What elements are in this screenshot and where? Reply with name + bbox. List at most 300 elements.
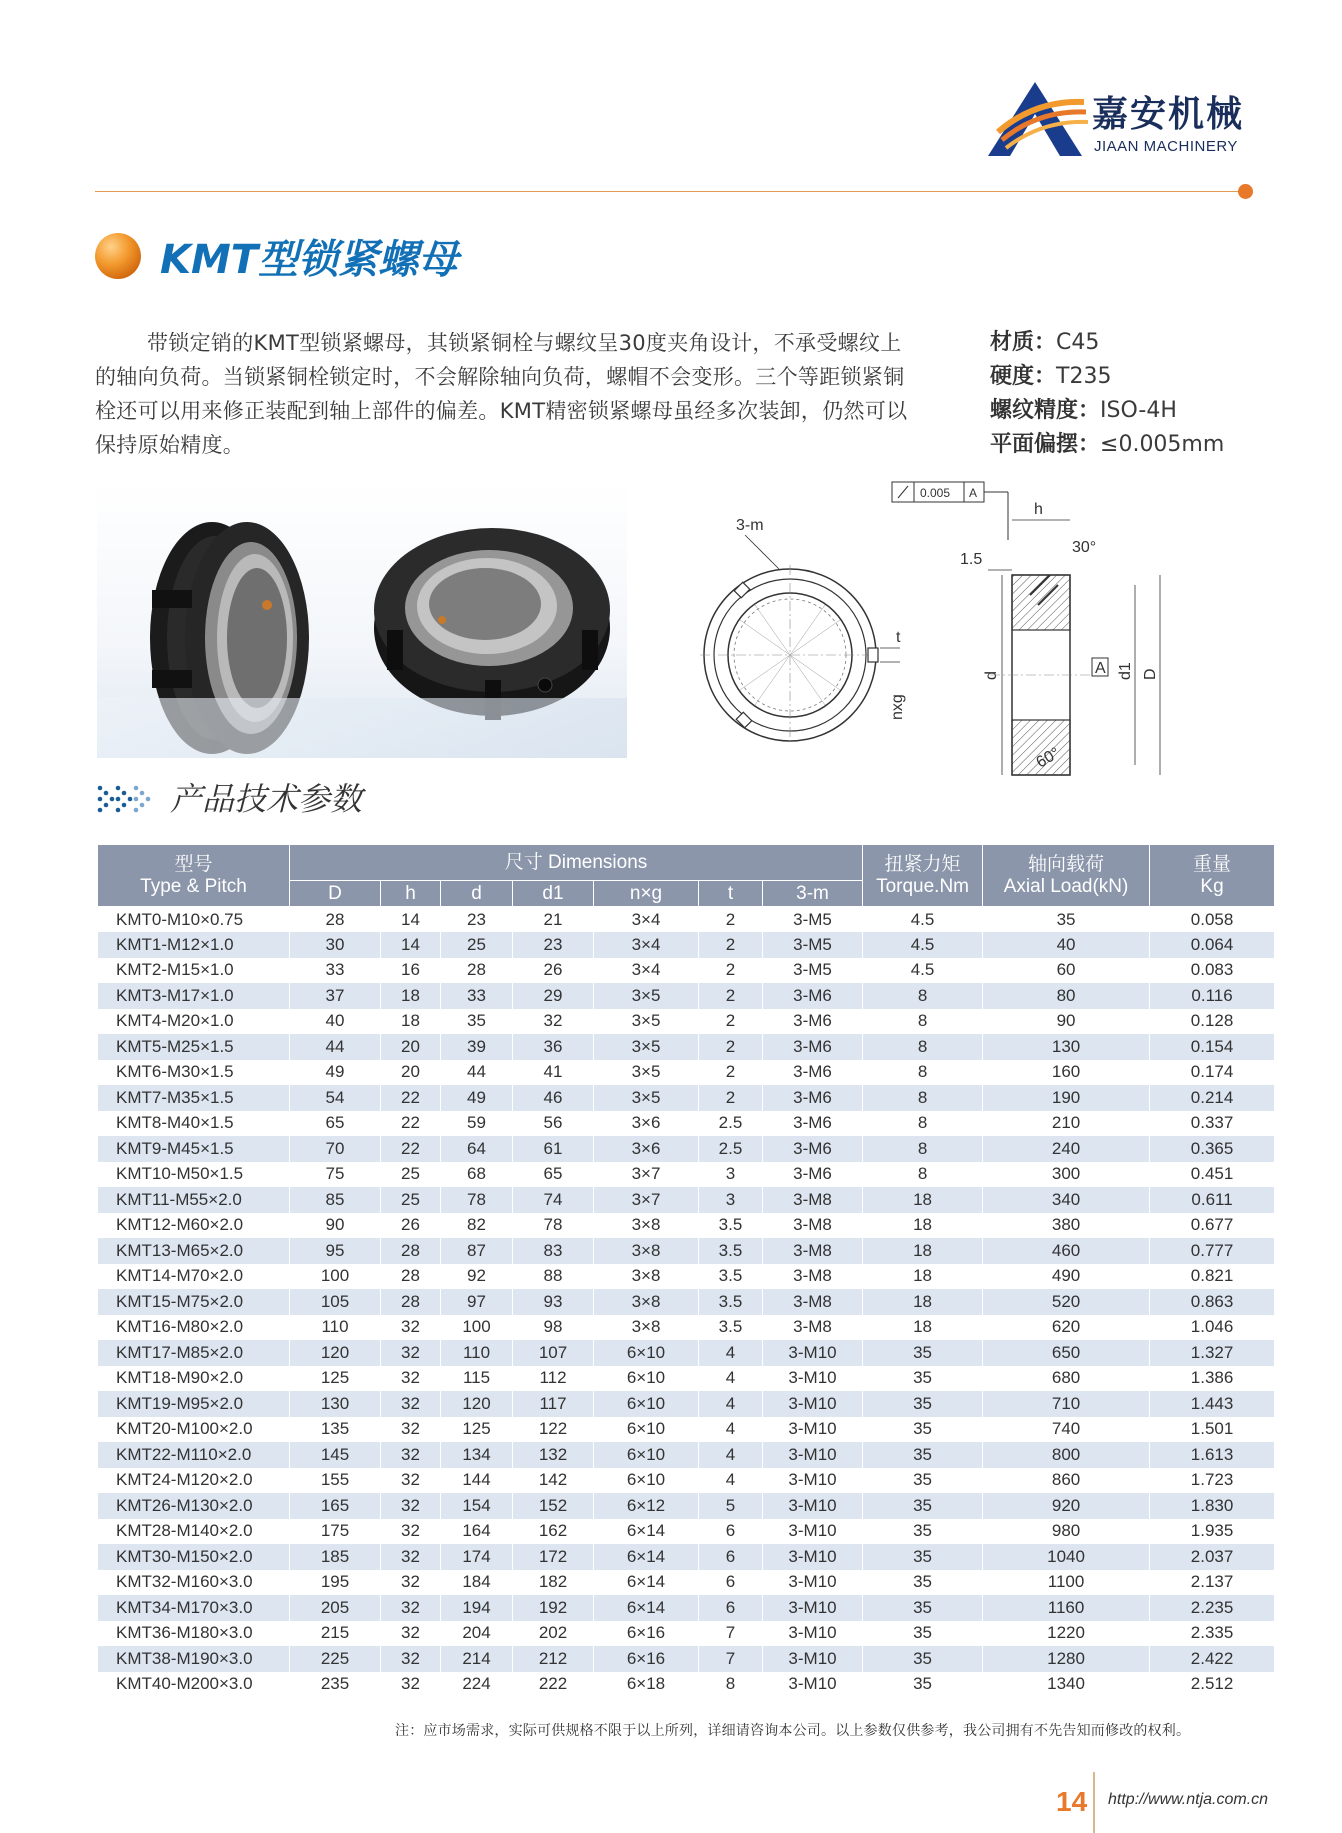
table-row: [98, 1060, 1275, 1086]
table-cell: 49: [290, 1060, 381, 1086]
table-cell: 184: [441, 1570, 513, 1596]
spec-material: [990, 326, 1260, 360]
table-cell: 3×8: [594, 1264, 699, 1290]
table-cell: 3-M8: [763, 1213, 863, 1239]
table-row: [98, 932, 1275, 958]
table-cell: 0.611: [1150, 1187, 1275, 1213]
table-cell: 6×14: [594, 1544, 699, 1570]
type-cell: KMT14-M70×2.0: [98, 1264, 290, 1290]
table-cell: 28: [381, 1238, 441, 1264]
product-description: 带锁定销的KMT型锁紧螺母，其锁紧铜栓与螺纹呈30度夹角设计，不承受螺纹上的轴向负荷。当锁紧铜栓锁定时，不会解除轴向负荷，螺帽不会变形。三个等距锁紧铜栓还可以用来修正装配到轴上部件的偏差。KMT精密锁紧螺母虽经多次装卸，仍然可以保持原始精度。: [95, 331, 908, 457]
table-cell: 155: [290, 1468, 381, 1494]
table-cell: 0.058: [1150, 907, 1275, 933]
type-cell: KMT4-M20×1.0: [98, 1009, 290, 1035]
table-cell: 192: [513, 1595, 594, 1621]
table-cell: 1040: [983, 1544, 1150, 1570]
table-cell: 18: [381, 1009, 441, 1035]
table-cell: 59: [441, 1111, 513, 1137]
table-cell: 0.777: [1150, 1238, 1275, 1264]
table-cell: 100: [441, 1315, 513, 1341]
table-cell: 18: [863, 1264, 983, 1290]
photo-backdrop: [97, 698, 627, 758]
table-row: [98, 1213, 1275, 1239]
table-cell: 8: [863, 1111, 983, 1137]
table-cell: 3: [699, 1162, 763, 1188]
brand-name-en: JIAAN MACHINERY: [1094, 138, 1238, 155]
table-cell: 78: [441, 1187, 513, 1213]
table-cell: 39: [441, 1034, 513, 1060]
table-cell: 32: [381, 1442, 441, 1468]
table-cell: 3-M10: [763, 1493, 863, 1519]
table-cell: 32: [381, 1646, 441, 1672]
table-cell: 6×18: [594, 1672, 699, 1698]
table-cell: 2: [699, 983, 763, 1009]
header-torque: [863, 845, 983, 907]
table-cell: 205: [290, 1595, 381, 1621]
type-cell: KMT8-M40×1.5: [98, 1111, 290, 1137]
table-cell: 1.443: [1150, 1391, 1275, 1417]
table-cell: 0.677: [1150, 1213, 1275, 1239]
table-cell: 29: [513, 983, 594, 1009]
table-cell: 3×5: [594, 1085, 699, 1111]
table-cell: 90: [290, 1213, 381, 1239]
table-cell: 6×10: [594, 1340, 699, 1366]
table-cell: 3-M8: [763, 1187, 863, 1213]
table-cell: 3-M5: [763, 932, 863, 958]
table-cell: 35: [441, 1009, 513, 1035]
table-cell: 3×7: [594, 1187, 699, 1213]
table-cell: 25: [381, 1187, 441, 1213]
front-view-drawing: [700, 510, 920, 770]
table-cell: 93: [513, 1289, 594, 1315]
table-cell: 32: [381, 1340, 441, 1366]
table-cell: 3-M8: [763, 1289, 863, 1315]
type-cell: KMT1-M12×1.0: [98, 932, 290, 958]
table-cell: 6: [699, 1595, 763, 1621]
table-cell: 105: [290, 1289, 381, 1315]
table-cell: 204: [441, 1621, 513, 1647]
table-cell: 135: [290, 1417, 381, 1443]
table-cell: 41: [513, 1060, 594, 1086]
table-cell: 3-M10: [763, 1391, 863, 1417]
table-cell: 35: [863, 1391, 983, 1417]
table-cell: 35: [863, 1544, 983, 1570]
table-cell: 3-M10: [763, 1519, 863, 1545]
table-row: [98, 983, 1275, 1009]
table-row: [98, 958, 1275, 984]
table-row: [98, 1085, 1275, 1111]
table-cell: 120: [290, 1340, 381, 1366]
type-cell: KMT36-M180×3.0: [98, 1621, 290, 1647]
table-cell: 0.214: [1150, 1085, 1275, 1111]
spec-key: 螺纹精度：: [990, 398, 1101, 423]
table-cell: 2.512: [1150, 1672, 1275, 1698]
table-cell: 3-M8: [763, 1264, 863, 1290]
table-cell: 174: [441, 1544, 513, 1570]
section-title: 产品技术参数: [170, 780, 363, 818]
table-cell: 35: [863, 1417, 983, 1443]
table-cell: 6×16: [594, 1621, 699, 1647]
table-cell: 8: [863, 1060, 983, 1086]
table-cell: 8: [863, 1009, 983, 1035]
type-cell: KMT22-M110×2.0: [98, 1442, 290, 1468]
table-cell: 32: [381, 1468, 441, 1494]
table-cell: 6×10: [594, 1442, 699, 1468]
table-cell: 7: [699, 1621, 763, 1647]
table-cell: 6: [699, 1544, 763, 1570]
spec-hardness: [990, 360, 1260, 394]
type-cell: KMT11-M55×2.0: [98, 1187, 290, 1213]
table-cell: 8: [699, 1672, 763, 1698]
table-cell: 6: [699, 1570, 763, 1596]
table-cell: 28: [381, 1264, 441, 1290]
table-cell: 3.5: [699, 1213, 763, 1239]
table-cell: 4.5: [863, 958, 983, 984]
table-cell: 70: [290, 1136, 381, 1162]
table-cell: 112: [513, 1366, 594, 1392]
table-cell: 130: [983, 1034, 1150, 1060]
subheader-h: h: [381, 881, 441, 907]
table-row: [98, 1238, 1275, 1264]
table-cell: 0.154: [1150, 1034, 1275, 1060]
table-cell: 3-M10: [763, 1570, 863, 1596]
table-cell: 0.821: [1150, 1264, 1275, 1290]
table-cell: 235: [290, 1672, 381, 1698]
table-cell: 0.174: [1150, 1060, 1275, 1086]
table-cell: 3×8: [594, 1315, 699, 1341]
section-view-drawing: [890, 470, 1200, 780]
table-cell: 32: [381, 1570, 441, 1596]
table-cell: 65: [290, 1111, 381, 1137]
table-cell: 6×10: [594, 1417, 699, 1443]
table-cell: 28: [290, 907, 381, 933]
table-cell: 98: [513, 1315, 594, 1341]
table-cell: 33: [441, 983, 513, 1009]
table-cell: 3×5: [594, 1060, 699, 1086]
table-cell: 18: [863, 1213, 983, 1239]
table-cell: 3.5: [699, 1315, 763, 1341]
table-cell: 1160: [983, 1595, 1150, 1621]
header-torque-cn: 扭紧力矩: [884, 853, 961, 875]
table-cell: 25: [441, 932, 513, 958]
table-cell: 1.723: [1150, 1468, 1275, 1494]
header-type-en: Type & Pitch: [140, 875, 247, 897]
label-30-deg: 30°: [1072, 539, 1097, 556]
table-cell: 1220: [983, 1621, 1150, 1647]
table-cell: 6×12: [594, 1493, 699, 1519]
table-row: [98, 1646, 1275, 1672]
table-cell: 21: [513, 907, 594, 933]
header-dot: [1238, 184, 1253, 199]
type-cell: KMT3-M17×1.0: [98, 983, 290, 1009]
table-cell: 224: [441, 1672, 513, 1698]
table-row: [98, 1519, 1275, 1545]
table-cell: 22: [381, 1111, 441, 1137]
table-cell: 160: [983, 1060, 1150, 1086]
table-cell: 1100: [983, 1570, 1150, 1596]
table-cell: 680: [983, 1366, 1150, 1392]
header-weight-en: Kg: [1200, 875, 1224, 897]
table-cell: 32: [513, 1009, 594, 1035]
table-row: [98, 1442, 1275, 1468]
table-cell: 2: [699, 932, 763, 958]
type-cell: KMT20-M100×2.0: [98, 1417, 290, 1443]
table-cell: 8: [863, 1034, 983, 1060]
table-cell: 30: [290, 932, 381, 958]
table-cell: 3×6: [594, 1111, 699, 1137]
spec-value: ISO-4H: [1100, 398, 1177, 423]
table-cell: 110: [441, 1340, 513, 1366]
table-cell: 154: [441, 1493, 513, 1519]
type-cell: KMT38-M190×3.0: [98, 1646, 290, 1672]
table-cell: 2.037: [1150, 1544, 1275, 1570]
table-cell: 165: [290, 1493, 381, 1519]
table-cell: 8: [863, 983, 983, 1009]
table-cell: 142: [513, 1468, 594, 1494]
table-cell: 28: [441, 958, 513, 984]
table-cell: 240: [983, 1136, 1150, 1162]
table-cell: 172: [513, 1544, 594, 1570]
table-cell: 0.083: [1150, 958, 1275, 984]
table-cell: 182: [513, 1570, 594, 1596]
table-cell: 100: [290, 1264, 381, 1290]
table-cell: 37: [290, 983, 381, 1009]
table-cell: 3-M10: [763, 1646, 863, 1672]
table-row: [98, 1672, 1275, 1698]
table-cell: 132: [513, 1442, 594, 1468]
type-cell: KMT6-M30×1.5: [98, 1060, 290, 1086]
product-photo: [97, 480, 627, 758]
table-row: [98, 1136, 1275, 1162]
subheader-nxg: n×g: [594, 881, 699, 907]
table-cell: 20: [381, 1060, 441, 1086]
table-row: [98, 1289, 1275, 1315]
header-type-cn: 型号: [174, 853, 213, 875]
table-cell: 650: [983, 1340, 1150, 1366]
type-cell: KMT34-M170×3.0: [98, 1595, 290, 1621]
table-cell: 710: [983, 1391, 1150, 1417]
table-cell: 125: [441, 1417, 513, 1443]
table-cell: 2.422: [1150, 1646, 1275, 1672]
table-cell: 1.935: [1150, 1519, 1275, 1545]
type-cell: KMT18-M90×2.0: [98, 1366, 290, 1392]
table-cell: 26: [513, 958, 594, 984]
table-cell: 2.335: [1150, 1621, 1275, 1647]
table-cell: 740: [983, 1417, 1150, 1443]
table-cell: 3.5: [699, 1238, 763, 1264]
spec-list: [990, 326, 1260, 462]
type-cell: KMT28-M140×2.0: [98, 1519, 290, 1545]
table-cell: 3×7: [594, 1162, 699, 1188]
table-row: [98, 1187, 1275, 1213]
table-cell: 35: [983, 907, 1150, 933]
table-row: [98, 1009, 1275, 1035]
table-cell: 0.128: [1150, 1009, 1275, 1035]
label-d1: d1: [1117, 662, 1134, 680]
subheader-3m: 3-m: [763, 881, 863, 907]
table-cell: 3×5: [594, 1009, 699, 1035]
table-cell: 3-M6: [763, 983, 863, 1009]
table-cell: 3.5: [699, 1289, 763, 1315]
website-link[interactable]: http://www.ntja.com.cn: [1108, 1791, 1269, 1808]
label-D: D: [1142, 668, 1159, 680]
table-cell: 175: [290, 1519, 381, 1545]
spec-thread-accuracy: [990, 394, 1260, 428]
table-cell: 520: [983, 1289, 1150, 1315]
table-cell: 32: [381, 1391, 441, 1417]
table-cell: 8: [863, 1162, 983, 1188]
type-cell: KMT16-M80×2.0: [98, 1315, 290, 1341]
table-cell: 1280: [983, 1646, 1150, 1672]
table-cell: 4: [699, 1468, 763, 1494]
table-cell: 0.365: [1150, 1136, 1275, 1162]
table-cell: 23: [513, 932, 594, 958]
table-cell: 490: [983, 1264, 1150, 1290]
type-cell: KMT24-M120×2.0: [98, 1468, 290, 1494]
type-cell: KMT17-M85×2.0: [98, 1340, 290, 1366]
table-cell: 83: [513, 1238, 594, 1264]
table-cell: 35: [863, 1340, 983, 1366]
table-cell: 80: [983, 983, 1150, 1009]
table-cell: 90: [983, 1009, 1150, 1035]
type-cell: KMT15-M75×2.0: [98, 1289, 290, 1315]
table-cell: 3×8: [594, 1238, 699, 1264]
type-cell: KMT26-M130×2.0: [98, 1493, 290, 1519]
table-cell: 185: [290, 1544, 381, 1570]
table-cell: 4.5: [863, 907, 983, 933]
table-cell: 32: [381, 1493, 441, 1519]
table-row: [98, 907, 1275, 933]
type-cell: KMT0-M10×0.75: [98, 907, 290, 933]
table-cell: 26: [381, 1213, 441, 1239]
table-row: [98, 1417, 1275, 1443]
table-cell: 3-M10: [763, 1442, 863, 1468]
table-cell: 3×4: [594, 932, 699, 958]
table-cell: 2.235: [1150, 1595, 1275, 1621]
spec-key: 平面偏摆：: [990, 432, 1101, 457]
table-cell: 3-M5: [763, 958, 863, 984]
tol-datum: A: [969, 486, 978, 500]
table-cell: 3-M5: [763, 907, 863, 933]
table-cell: 35: [863, 1493, 983, 1519]
table-cell: 4: [699, 1340, 763, 1366]
table-cell: 87: [441, 1238, 513, 1264]
table-cell: 92: [441, 1264, 513, 1290]
label-3m: 3-m: [736, 517, 764, 534]
label-60-deg: 60°: [1033, 744, 1063, 772]
table-cell: 25: [381, 1162, 441, 1188]
label-h: h: [1034, 501, 1043, 518]
header-weight: [1150, 845, 1275, 907]
table-cell: 225: [290, 1646, 381, 1672]
header-divider: [95, 191, 1245, 192]
table-cell: 49: [441, 1085, 513, 1111]
table-cell: 32: [381, 1672, 441, 1698]
table-cell: 18: [863, 1289, 983, 1315]
table-cell: 1340: [983, 1672, 1150, 1698]
table-cell: 1.046: [1150, 1315, 1275, 1341]
table-cell: 35: [863, 1468, 983, 1494]
table-cell: 3-M10: [763, 1340, 863, 1366]
table-cell: 3: [699, 1187, 763, 1213]
table-cell: 0.064: [1150, 932, 1275, 958]
table-cell: 32: [381, 1315, 441, 1341]
label-datum-A: A: [1095, 660, 1106, 677]
table-cell: 2.5: [699, 1136, 763, 1162]
table-cell: 3-M6: [763, 1009, 863, 1035]
footnote: 注：应市场需求，实际可供规格不限于以上所列，详细请咨询本公司。以上参数仅供参考，我公司拥有不先告知而修改的权利。: [395, 1723, 1191, 1739]
type-cell: KMT2-M15×1.0: [98, 958, 290, 984]
table-cell: 40: [983, 932, 1150, 958]
table-cell: 3-M6: [763, 1034, 863, 1060]
table-cell: 920: [983, 1493, 1150, 1519]
table-cell: 0.337: [1150, 1111, 1275, 1137]
table-cell: 190: [983, 1085, 1150, 1111]
table-cell: 3×5: [594, 1034, 699, 1060]
table-cell: 340: [983, 1187, 1150, 1213]
table-cell: 3×4: [594, 907, 699, 933]
table-cell: 134: [441, 1442, 513, 1468]
table-cell: 2.5: [699, 1111, 763, 1137]
table-row: [98, 1544, 1275, 1570]
type-cell: KMT9-M45×1.5: [98, 1136, 290, 1162]
table-cell: 3-M6: [763, 1060, 863, 1086]
table-cell: 65: [513, 1162, 594, 1188]
table-cell: 44: [290, 1034, 381, 1060]
table-cell: 4: [699, 1417, 763, 1443]
spec-key: 硬度：: [990, 364, 1057, 389]
spec-value: C45: [1056, 330, 1100, 355]
type-cell: KMT19-M95×2.0: [98, 1391, 290, 1417]
table-row: [98, 1366, 1275, 1392]
table-cell: 3×6: [594, 1136, 699, 1162]
table-row: [98, 1391, 1275, 1417]
table-cell: 1.327: [1150, 1340, 1275, 1366]
brand-name-cn: 嘉安机械: [1092, 94, 1245, 135]
table-cell: 36: [513, 1034, 594, 1060]
table-cell: 4.5: [863, 932, 983, 958]
table-cell: 3-M10: [763, 1366, 863, 1392]
table-cell: 0.116: [1150, 983, 1275, 1009]
table-cell: 144: [441, 1468, 513, 1494]
table-cell: 18: [381, 983, 441, 1009]
table-cell: 74: [513, 1187, 594, 1213]
table-cell: 152: [513, 1493, 594, 1519]
table-cell: 1.830: [1150, 1493, 1275, 1519]
table-row: [98, 1111, 1275, 1137]
table-cell: 97: [441, 1289, 513, 1315]
table-cell: 1.613: [1150, 1442, 1275, 1468]
brand-mark-icon: [980, 80, 1090, 158]
table-cell: 6×14: [594, 1595, 699, 1621]
table-cell: 8: [863, 1136, 983, 1162]
table-row: [98, 1162, 1275, 1188]
label-d: d: [983, 671, 1000, 680]
brand-logo: [980, 80, 1270, 160]
table-cell: 117: [513, 1391, 594, 1417]
subheader-D: D: [290, 881, 381, 907]
table-cell: 35: [863, 1595, 983, 1621]
label-1-5: 1.5: [960, 551, 983, 568]
table-cell: 0.451: [1150, 1162, 1275, 1188]
table-cell: 2.137: [1150, 1570, 1275, 1596]
table-cell: 22: [381, 1085, 441, 1111]
table-cell: 460: [983, 1238, 1150, 1264]
table-cell: 32: [381, 1621, 441, 1647]
table-cell: 1.386: [1150, 1366, 1275, 1392]
table-cell: 6×16: [594, 1646, 699, 1672]
table-row: [98, 1340, 1275, 1366]
